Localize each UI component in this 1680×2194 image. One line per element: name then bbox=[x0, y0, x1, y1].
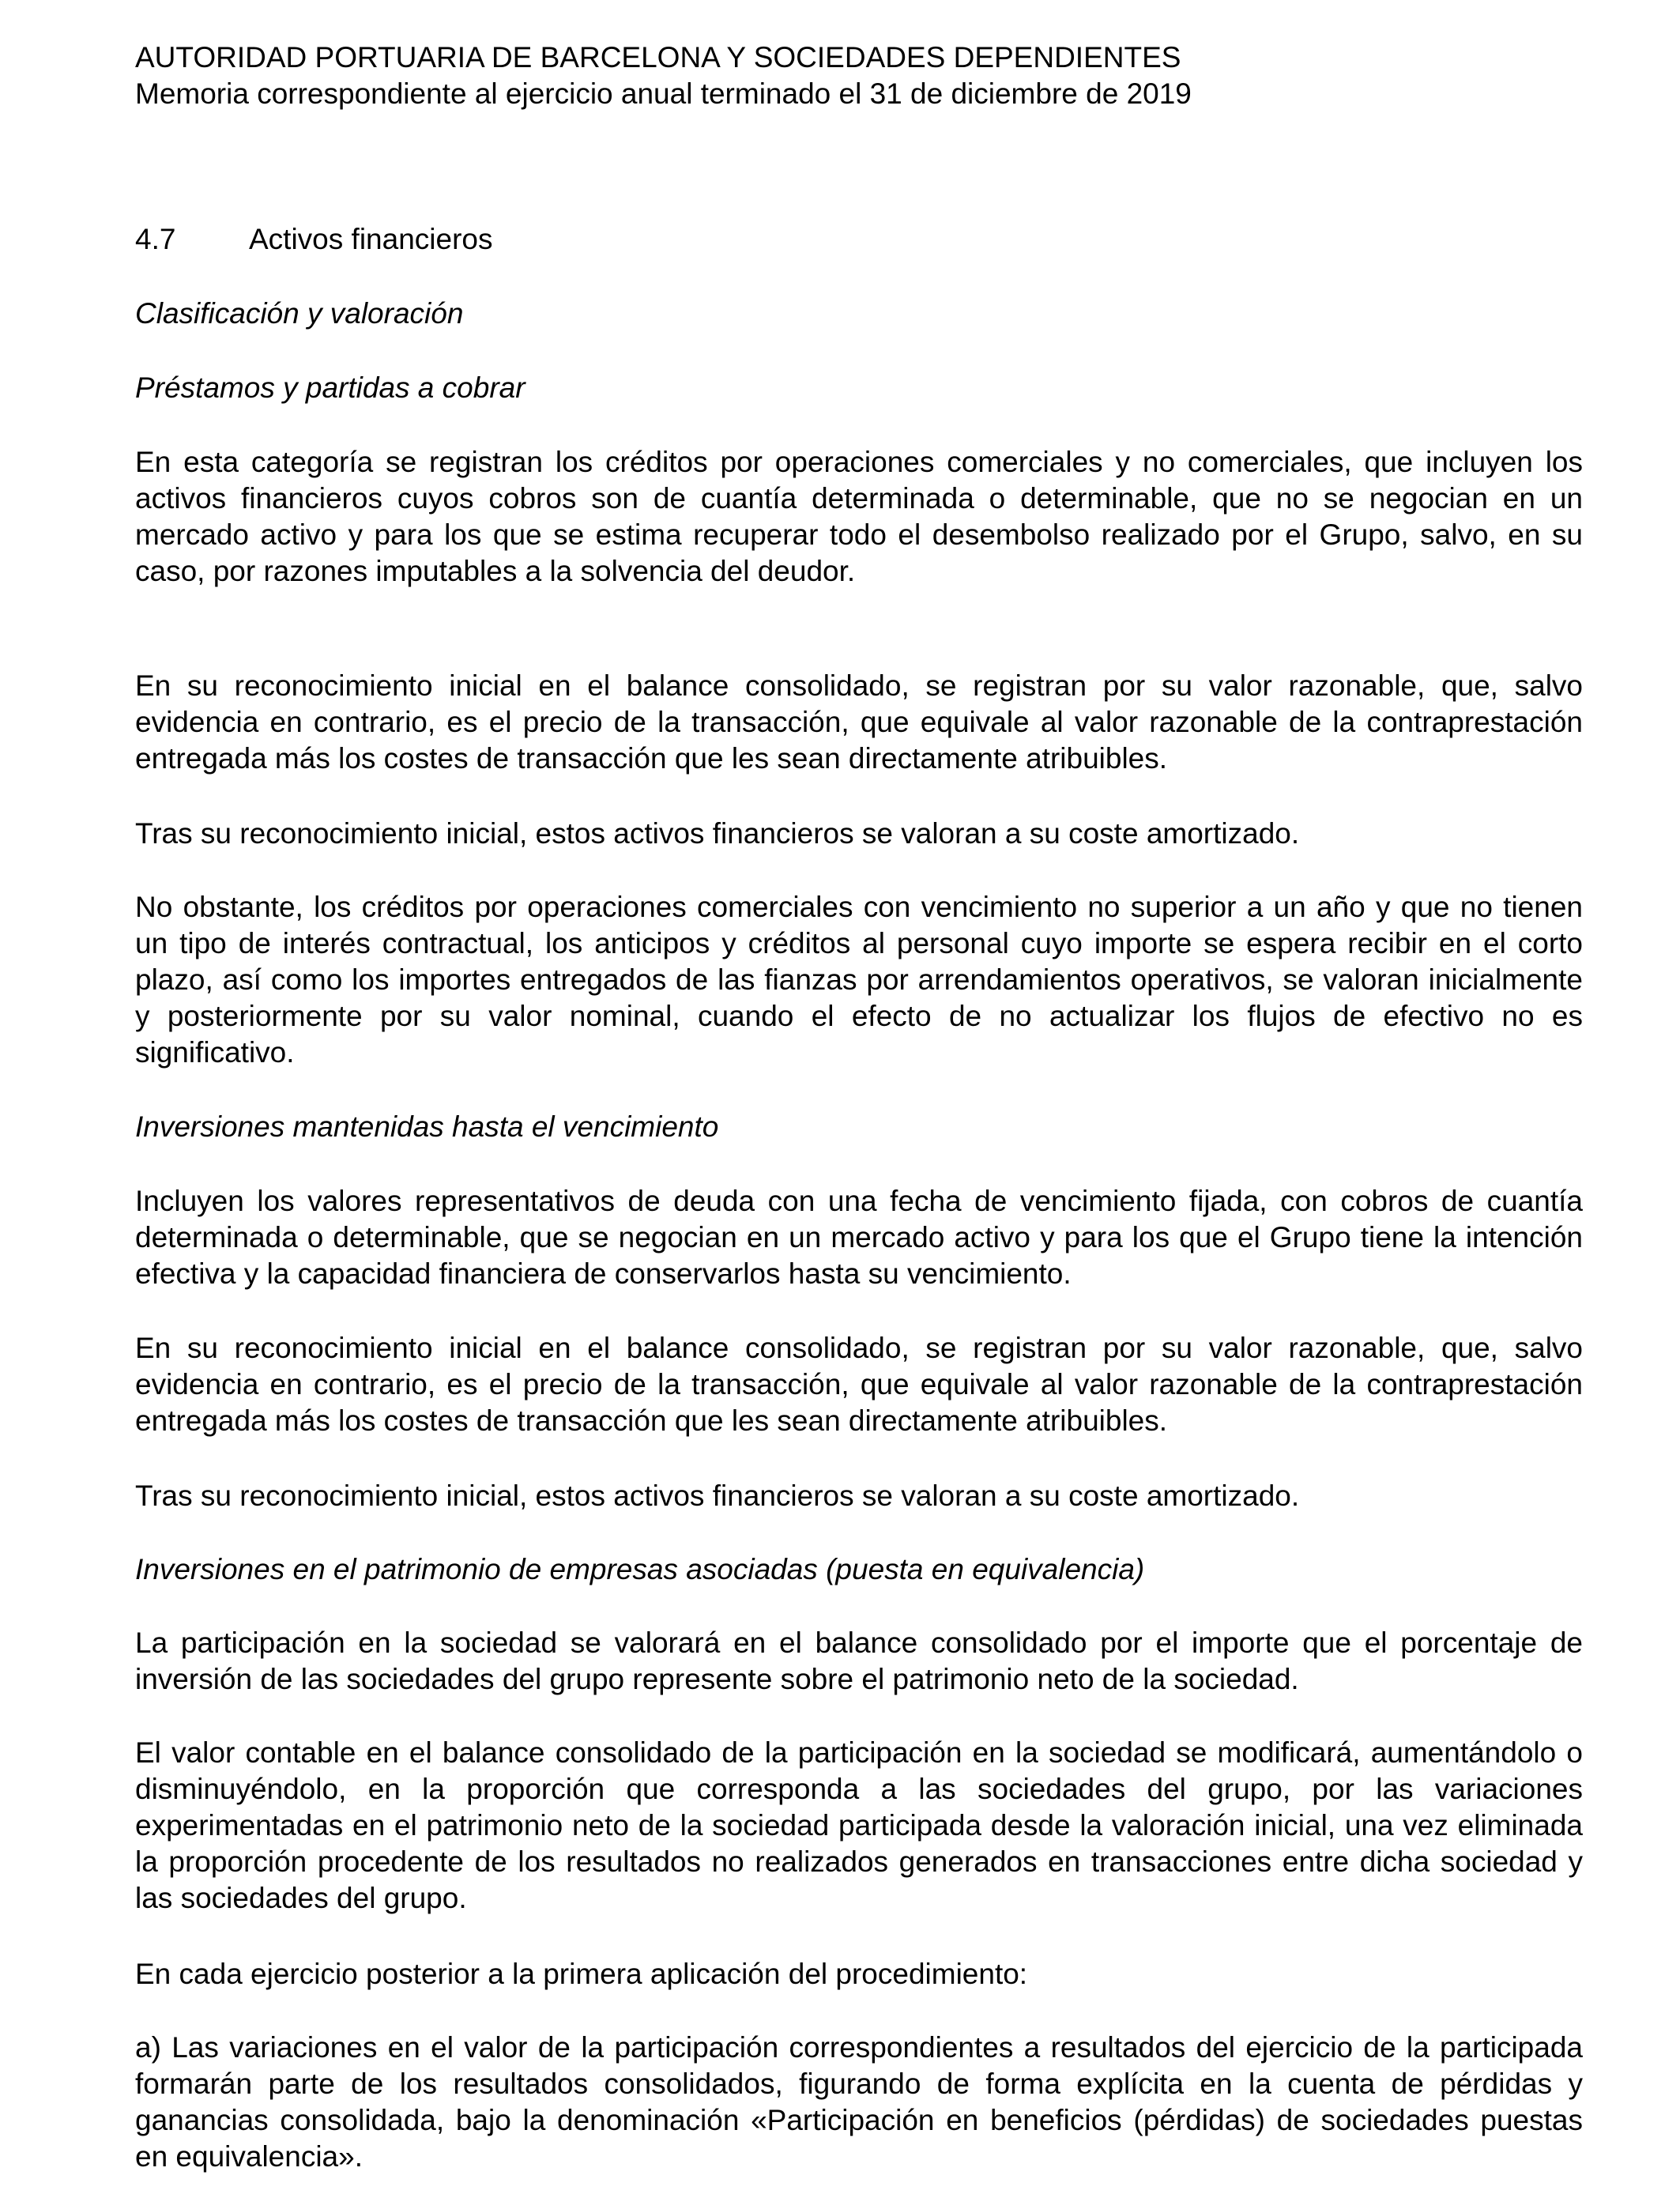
section-number: 4.7 bbox=[135, 223, 176, 255]
header-entity-name: AUTORIDAD PORTUARIA DE BARCELONA Y SOCIEDADES DEPENDIENTES bbox=[135, 41, 1181, 74]
header-report-period: Memoria correspondiente al ejercicio anual terminado el 31 de diciembre de 2019 bbox=[135, 77, 1192, 110]
paragraph-loans-definition: En esta categoría se registran los créditos por operaciones comerciales y no comerciales, que incluyen los activos financieros cuyos cobros son de cuantía determinada o determinable, que no se negocian en un mercado activo y para los que se estima recuperar todo el desembolso realizado por el Grupo, salvo, en su caso, por razones imputables a la solvencia del deudor. bbox=[135, 446, 1583, 587]
subheading-classification: Clasificación y valoración bbox=[135, 297, 464, 330]
paragraph-loans-nominal-value: No obstante, los créditos por operaciones comerciales con vencimiento no superior a un año y que no tienen un tipo de interés contractual, los anticipos y créditos al personal cuyo importe se espera recibir en el corto plazo, así como los importes entregados de las fianzas por arrendamientos operativos, se valoran inicialmente y posteriormente por su valor nominal, cuando el efecto de no actualizar los flujos de efectivo no es significativo. bbox=[135, 891, 1583, 1069]
paragraph-loans-initial-recognition: En su reconocimiento inicial en el balance consolidado, se registran por su valor razonable, que, salvo evidencia en contrario, es el precio de la transacción, que equivale al valor razonable de la contraprestación entregada más los costes de transacción que les sean directamente atribuibles. bbox=[135, 669, 1583, 775]
subheading-held-to-maturity: Inversiones mantenidas hasta el vencimiento bbox=[135, 1110, 719, 1143]
paragraph-equity-carrying-value: El valor contable en el balance consolidado de la participación en la sociedad se modificará, aumentándolo o disminuyéndolo, en la proporción que corresponda a las sociedades del grupo, por las variaciones experimentadas en el patrimonio neto de la sociedad participada desde la valoración inicial, una vez eliminada la proporción procedente de los resultados no realizados generados en transacciones entre dicha sociedad y las sociedades del grupo. bbox=[135, 1736, 1583, 1914]
paragraph-equity-valuation: La participación en la sociedad se valorará en el balance consolidado por el importe que el porcentaje de inversión de las sociedades del grupo represente sobre el patrimonio neto de la sociedad. bbox=[135, 1627, 1583, 1695]
paragraph-subsequent-years: En cada ejercicio posterior a la primera aplicación del procedimiento: bbox=[135, 1958, 1028, 1990]
subheading-equity-method: Inversiones en el patrimonio de empresas asociadas (puesta en equivalencia) bbox=[135, 1553, 1145, 1585]
paragraph-htm-definition: Incluyen los valores representativos de deuda con una fecha de vencimiento fijada, con cobros de cuantía determinada o determinable, que se negocian en un mercado activo y para los que el Grupo tiene la intención efectiva y la capacidad financiera de conservarlos hasta su vencimiento. bbox=[135, 1185, 1583, 1290]
section-heading bbox=[135, 221, 492, 258]
paragraph-item-a: a) Las variaciones en el valor de la participación correspondientes a resultados del ejercicio de la participada formarán parte de los resultados consolidados, figurando de forma explícita en la cuenta de pérdidas y ganancias consolidada, bajo la denominación «Participación en beneficios (pérdidas) de sociedades puestas en equivalencia». bbox=[135, 2031, 1583, 2173]
paragraph-loans-subsequent: Tras su reconocimiento inicial, estos activos financieros se valoran a su coste amortizado. bbox=[135, 817, 1300, 850]
paragraph-htm-subsequent: Tras su reconocimiento inicial, estos activos financieros se valoran a su coste amortizado. bbox=[135, 1480, 1300, 1512]
section-title: Activos financieros bbox=[249, 223, 493, 255]
paragraph-htm-initial-recognition: En su reconocimiento inicial en el balance consolidado, se registran por su valor razonable, que, salvo evidencia en contrario, es el precio de la transacción, que equivale al valor razonable de la contraprestación entregada más los costes de transacción que les sean directamente atribuibles. bbox=[135, 1332, 1583, 1437]
document-header bbox=[135, 40, 1583, 112]
subheading-loans: Préstamos y partidas a cobrar bbox=[135, 371, 525, 404]
